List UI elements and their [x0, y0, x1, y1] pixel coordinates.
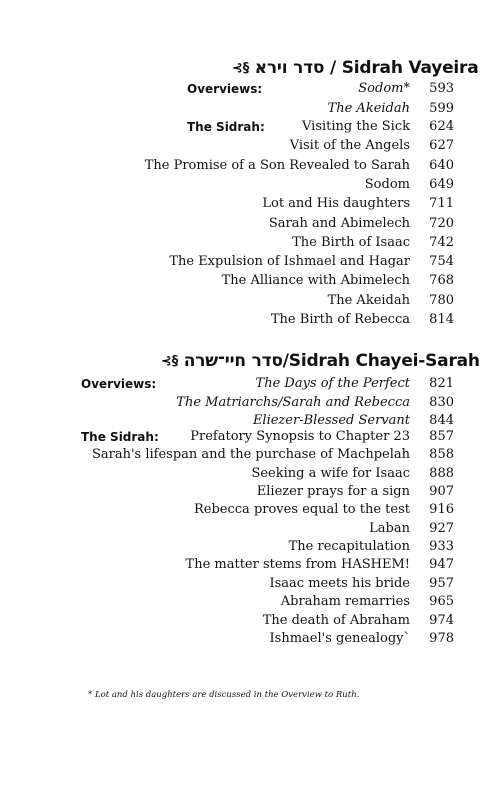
sidrah-label: The Sidrah:	[81, 430, 159, 444]
section-heading-vayeira	[232, 58, 479, 78]
toc-entry-title: Lot and His daughters	[262, 196, 410, 212]
toc-row	[0, 412, 500, 429]
toc-entry-title: Isaac meets his bride	[269, 575, 410, 591]
toc-page-number: 844	[429, 413, 454, 428]
toc-entry-title: The Promise of a Son Revealed to Sarah	[144, 157, 410, 173]
toc-entry-title: Visiting the Sick	[302, 119, 410, 134]
toc-entry-title: The Akeidah	[327, 100, 410, 116]
toc-page-number: 627	[429, 138, 454, 154]
toc-row	[0, 137, 500, 154]
toc-entry-title: Sodom	[364, 176, 410, 192]
toc-entry-title: The Expulsion of Ishmael and Hagar	[169, 254, 410, 270]
toc-entry-title: Ishmael's genealogy`	[269, 630, 410, 646]
toc-page-number: 933	[429, 539, 454, 555]
sidrah-label: The Sidrah:	[187, 120, 265, 134]
toc-entry-title: Eliezer-Blessed Servant	[252, 413, 410, 428]
toc-row	[0, 612, 500, 629]
toc-entry-title: The Matriarchs/Sarah and Rebecca	[176, 394, 410, 410]
section-hebrew-title: סדר וירא	[254, 58, 325, 78]
toc-row	[0, 630, 500, 647]
toc-row	[0, 483, 500, 500]
toc-page-number: 965	[429, 594, 454, 610]
toc-page-number: 888	[429, 465, 454, 481]
toc-page-number: 821	[429, 376, 454, 391]
toc-page-number: 640	[429, 157, 454, 173]
toc-row	[0, 556, 500, 573]
toc-page-number: 599	[429, 100, 454, 116]
toc-row	[0, 465, 500, 482]
toc-page-number: 814	[429, 312, 454, 327]
toc-page-number: 768	[429, 273, 454, 289]
toc-row	[0, 520, 500, 537]
toc-page-number: 857	[429, 429, 454, 444]
toc-row	[0, 311, 500, 328]
toc-entry-title: The recapitulation	[288, 539, 410, 555]
toc-row	[0, 575, 500, 592]
toc-row	[0, 234, 500, 251]
toc-page-number: 978	[429, 630, 454, 646]
toc-page-number: 780	[429, 292, 454, 308]
toc-entry-title: Prefatory Synopsis to Chapter 23	[190, 429, 410, 444]
toc-row	[0, 428, 500, 445]
toc-row	[0, 195, 500, 212]
toc-entry-title: Sarah's lifespan and the purchase of Machpelah	[91, 447, 410, 463]
overviews-label: Overviews:	[81, 377, 157, 391]
toc-row	[0, 272, 500, 289]
toc-entry-title: Seeking a wife for Isaac	[251, 465, 410, 481]
toc-page-number: 649	[429, 176, 454, 192]
toc-entry-title: The Alliance with Abimelech	[221, 273, 410, 289]
toc-page-number: 624	[429, 119, 454, 134]
toc-row	[0, 157, 500, 174]
toc-entry-title: Sodom*	[358, 81, 410, 96]
toc-row	[0, 253, 500, 270]
section-heading-chayei-sarah	[161, 351, 480, 371]
toc-row	[0, 501, 500, 518]
toc-page-number: 754	[429, 254, 454, 270]
section-hebrew-title: סדר חיי־שרה	[183, 351, 283, 371]
toc-row	[0, 176, 500, 193]
toc-entry-title: The Akeidah	[327, 292, 410, 308]
toc-entry-title: The matter stems from HASHEM!	[185, 557, 410, 573]
toc-row	[0, 593, 500, 610]
toc-page-number: 947	[429, 557, 454, 573]
toc-entry-title: Laban	[369, 520, 410, 536]
toc-row	[0, 215, 500, 232]
toc-entry-title: Sarah and Abimelech	[268, 215, 410, 231]
toc-page-number: 593	[429, 81, 454, 96]
toc-entry-title: Abraham remarries	[280, 594, 410, 610]
toc-entry-title: The Birth of Rebecca	[270, 312, 410, 327]
toc-page-number: 927	[429, 520, 454, 536]
toc-page-number: 830	[429, 394, 454, 410]
toc-page-number: 916	[429, 502, 454, 518]
toc-entry-title: The Birth of Isaac	[292, 234, 410, 250]
footnote: * Lot and his daughters are discussed in the Overview to Ruth.	[88, 690, 360, 700]
toc-page-number: 711	[429, 196, 454, 212]
toc-row	[0, 292, 500, 309]
toc-page-number: 858	[429, 447, 454, 463]
toc-row	[0, 394, 500, 411]
toc-entry-title: Visit of the Angels	[289, 138, 410, 154]
section-english-title: /Sidrah Chayei-Sarah	[282, 351, 480, 371]
toc-row	[0, 100, 500, 117]
toc-entry-title: The death of Abraham	[262, 612, 410, 628]
toc-row	[0, 446, 500, 463]
section-english-title: / Sidrah Vayeira	[324, 58, 479, 78]
toc-entry-title: Eliezer prays for a sign	[256, 484, 410, 500]
ornament-icon: ⊰§	[161, 354, 178, 369]
toc-page-number: 957	[429, 575, 454, 591]
ornament-icon: ⊰§	[232, 61, 249, 76]
toc-page-number: 720	[429, 215, 454, 231]
toc-page-number: 907	[429, 484, 454, 500]
toc-row	[0, 538, 500, 555]
toc-page-number: 974	[429, 612, 454, 628]
toc-row	[0, 118, 500, 135]
toc-entry-title: The Days of the Perfect	[255, 376, 410, 391]
toc-row	[0, 80, 500, 97]
overviews-label: Overviews:	[187, 82, 263, 96]
toc-row	[0, 375, 500, 392]
toc-entry-title: Rebecca proves equal to the test	[194, 502, 410, 518]
toc-page-number: 742	[429, 234, 454, 250]
